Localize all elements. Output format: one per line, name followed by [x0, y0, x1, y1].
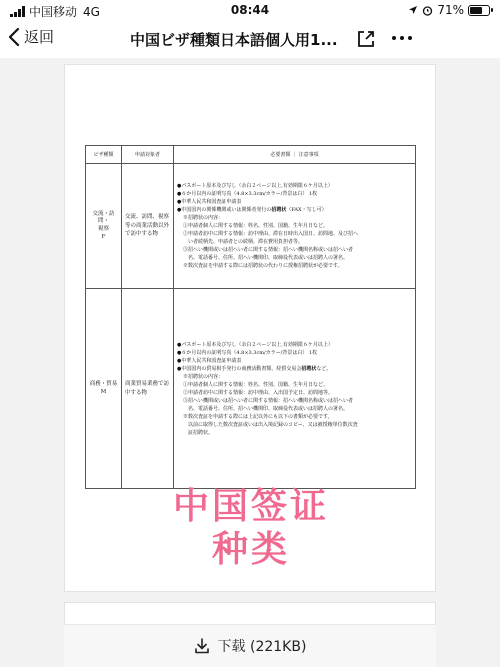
requirement-line: ②申請者訪中に関する情報：訪中理由、滞在日時出入国日、訪問地、及び招へ: [183, 231, 359, 237]
requirement-line: ●パスポート原本及び写し（余白２ページ以上,有効期限６ケ月以上）: [177, 183, 333, 189]
battery-icon: [468, 5, 490, 16]
category-line: 視察: [97, 226, 109, 232]
share-icon: [355, 28, 377, 50]
requirement-text: ●中国国内の関係機関或いは関係者発行の: [177, 207, 272, 213]
back-label: 返回: [24, 28, 55, 46]
dot-icon: [408, 36, 412, 40]
requirement-line: 名、電話番号、住所、招へい機関印、取締役代表或いは招聘人の署名。: [188, 405, 349, 412]
requirement-line: 証招聘状。: [188, 429, 214, 436]
applicant-cell: 交流、訪問、視察等の商業活動以外で訪中する物: [122, 164, 174, 289]
share-button[interactable]: [355, 28, 377, 54]
requirement-line: ①申請者個人に関する情報：姓名、性別、国籍、生年月日など。: [183, 381, 329, 388]
requirement-line: ③招へい機関或いは招へい者に関する情報：招へい機関名称或いは招へい者: [183, 397, 354, 404]
requirement-line: ※招聘状の内容：: [183, 215, 224, 221]
chevron-left-icon: [8, 27, 20, 47]
dot-icon: [392, 36, 396, 40]
visa-category-cell: [86, 164, 122, 289]
requirement-line: [177, 365, 412, 373]
requirement-text: ●中国国内の貿易相手発行の商務活動書類、経貿交易会: [177, 365, 302, 372]
requirements-cell: [174, 289, 416, 489]
download-label: 下载 (221KB): [217, 639, 307, 655]
document-page: [64, 64, 436, 592]
invitation-term: 招聘状: [301, 365, 317, 372]
category-line: 交流・訪問・: [92, 210, 115, 225]
back-button[interactable]: [8, 26, 54, 47]
table-header: ビザ種類: [86, 146, 122, 164]
battery-percent: 71%: [437, 3, 464, 17]
more-button[interactable]: [392, 36, 412, 40]
requirement-line: ②申請者訪中に関する情報：訪中理由、入出国予定日、訪問地等。: [183, 389, 334, 396]
requirement-line: ●中華人民共和国査証申請表: [177, 357, 242, 364]
overlay-subtitle: 种类: [211, 529, 290, 570]
visa-table: [85, 145, 416, 489]
applicant-cell: 商業貿易業務で訪中する物: [122, 289, 174, 489]
requirement-suffix: など。: [316, 365, 332, 372]
requirement-line: [177, 206, 412, 214]
status-time: 08:44: [230, 3, 270, 17]
table-row: [86, 164, 416, 289]
requirement-line: ●パスポート原本及び写し（余白２ページ以上,有効期限６ケ月以上）: [177, 341, 333, 348]
visa-category-cell: [86, 289, 122, 489]
dot-icon: [400, 36, 404, 40]
requirement-line: ●６か月以内の証明写真（4.8×3.3cm/カラー/背景は白） 1枚: [177, 191, 318, 197]
page-title: 中国ビザ種類日本語個人用1...: [130, 31, 338, 49]
carrier-label: 中国移动: [29, 5, 78, 19]
requirement-line: 以前に取得した数次査証或いは出入境記録のコピー、又は被授権単位数次査: [188, 421, 358, 428]
requirement-line: ※招聘状の内容：: [183, 373, 224, 380]
table-row: [86, 289, 416, 489]
requirement-line: ●６か月以内の証明写真（4.8×3.3cm/カラー/背景は白） 1枚: [177, 349, 318, 356]
table-header: 必要書類 ｜ 注意事項: [174, 146, 416, 164]
network-label: 4G: [83, 4, 100, 19]
status-bar: [0, 0, 500, 22]
requirements-cell: [174, 164, 416, 289]
requirement-line: い者続柄先、申請者との続柄、滞在費用負担者等。: [188, 239, 304, 245]
download-icon: [194, 638, 210, 654]
nav-bar: [0, 22, 500, 58]
alarm-icon: [422, 5, 433, 16]
battery-fill: [470, 7, 482, 14]
requirement-suffix: （FAX・写し可）: [286, 207, 327, 213]
requirement-line: ●中華人民共和国査証申請表: [177, 199, 242, 205]
requirement-line: 名、電話番号、住所、招へい機関印、取締役代表或いは招聘人の署名。: [188, 255, 349, 261]
status-right: [408, 3, 490, 17]
requirement-line: ※数次査証を申請する際には上記以外にも以下の書類が必要です。: [183, 413, 333, 420]
overlay-title: 中国签证: [172, 486, 329, 527]
invitation-term: 招聘状: [271, 207, 287, 213]
location-icon: [408, 5, 418, 15]
requirement-line: ③招へい機関或いは招へい者に関する情報：招へい機関名称或いは招へい者: [183, 247, 354, 253]
category-line: 商務・貿易: [89, 380, 118, 387]
requirement-line: ※数次査証を申請する際には招聘状の代わりに授権招聘状が必要です。: [183, 263, 343, 269]
category-line: F: [101, 233, 106, 240]
table-header-row: [86, 146, 416, 164]
download-button[interactable]: [64, 624, 436, 667]
requirement-line: ①申請者個人に関する情報：姓名、性別、国籍、生年月日など。: [183, 223, 329, 229]
table-header: 申請対象者: [122, 146, 174, 164]
category-line: M: [100, 388, 107, 395]
